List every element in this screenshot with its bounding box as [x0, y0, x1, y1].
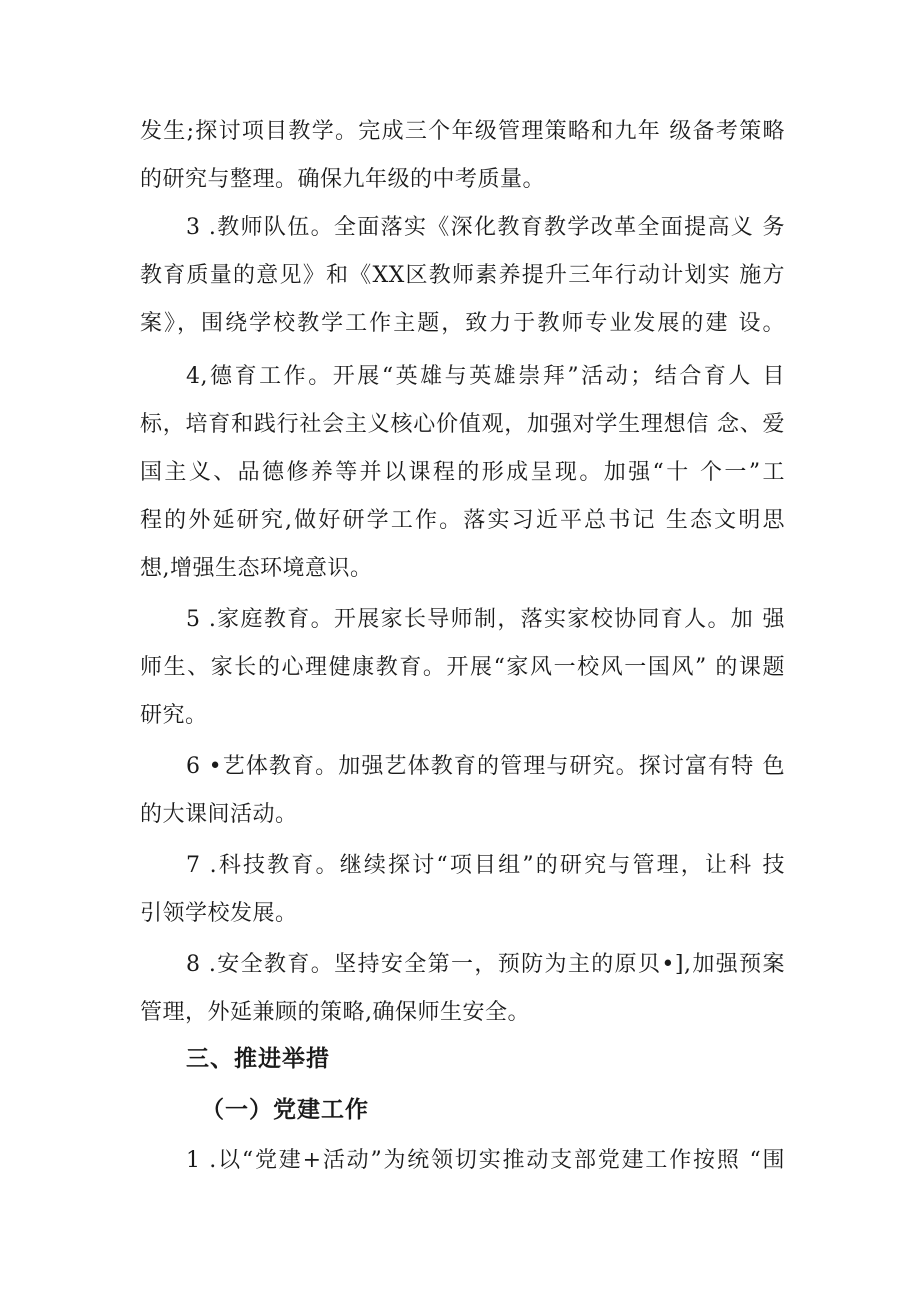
paragraph-line: 5 .家庭教育。开展家长导师制，落实家校协同育人。加 强	[186, 607, 785, 632]
paragraph-line: 教育质量的意见》和《XX区教师素养提升三年行动计划实 施方	[140, 263, 785, 288]
paragraph-line: 研究。	[140, 703, 208, 728]
paragraph-line: 案》，围绕学校教学工作主题，致力于教师专业发展的建 设。	[140, 311, 785, 336]
paragraph-line: 管理，外延兼顾的策略,确保师生安全。	[140, 1000, 530, 1025]
paragraph-line: 想,增强生态环境意识。	[140, 556, 373, 581]
paragraph-line: 7 .科技教育。继续探讨“项目组”的研究与管理，让科 技	[186, 853, 785, 878]
paragraph-line: 师生、家长的心理健康教育。开展“家风一校风一国风” 的课题	[140, 655, 785, 680]
paragraph-line: 引领学校发展。	[140, 901, 298, 926]
paragraph-line: 的研究与整理。确保九年级的中考质量。	[140, 167, 546, 192]
paragraph-line: 3 .教师队伍。全面落实《深化教育教学改革全面提高义 务	[186, 215, 785, 240]
paragraph-line: 6 •艺体教育。加强艺体教育的管理与研究。探讨富有特 色	[186, 754, 785, 779]
paragraph-line: 程的外延研究,做好研学工作。落实习近平总书记 生态文明思	[140, 508, 785, 533]
paragraph-line: 国主义、品德修养等并以课程的形成呈现。加强“十 个一”工	[140, 460, 785, 485]
paragraph-line: 标，培育和践行社会主义核心价值观，加强对学生理想信 念、爱	[140, 412, 785, 437]
subsection-heading: （一）党建工作	[201, 1097, 369, 1123]
paragraph-line: 发生;探讨项目教学。完成三个年级管理策略和九年 级备考策略	[140, 119, 785, 144]
paragraph-line: 的大课间活动。	[140, 802, 298, 827]
section-heading: 三、推进举措	[186, 1046, 330, 1072]
paragraph-line: 1 .以“党建+活动”为统领切实推动支部党建工作按照 “围	[186, 1148, 785, 1173]
paragraph-line: 4,德育工作。开展“英雄与英雄崇拜”活动；结合育人 目	[186, 364, 785, 389]
paragraph-line: 8 .安全教育。坚持安全第一，预防为主的原贝•],加强预案	[186, 952, 785, 977]
